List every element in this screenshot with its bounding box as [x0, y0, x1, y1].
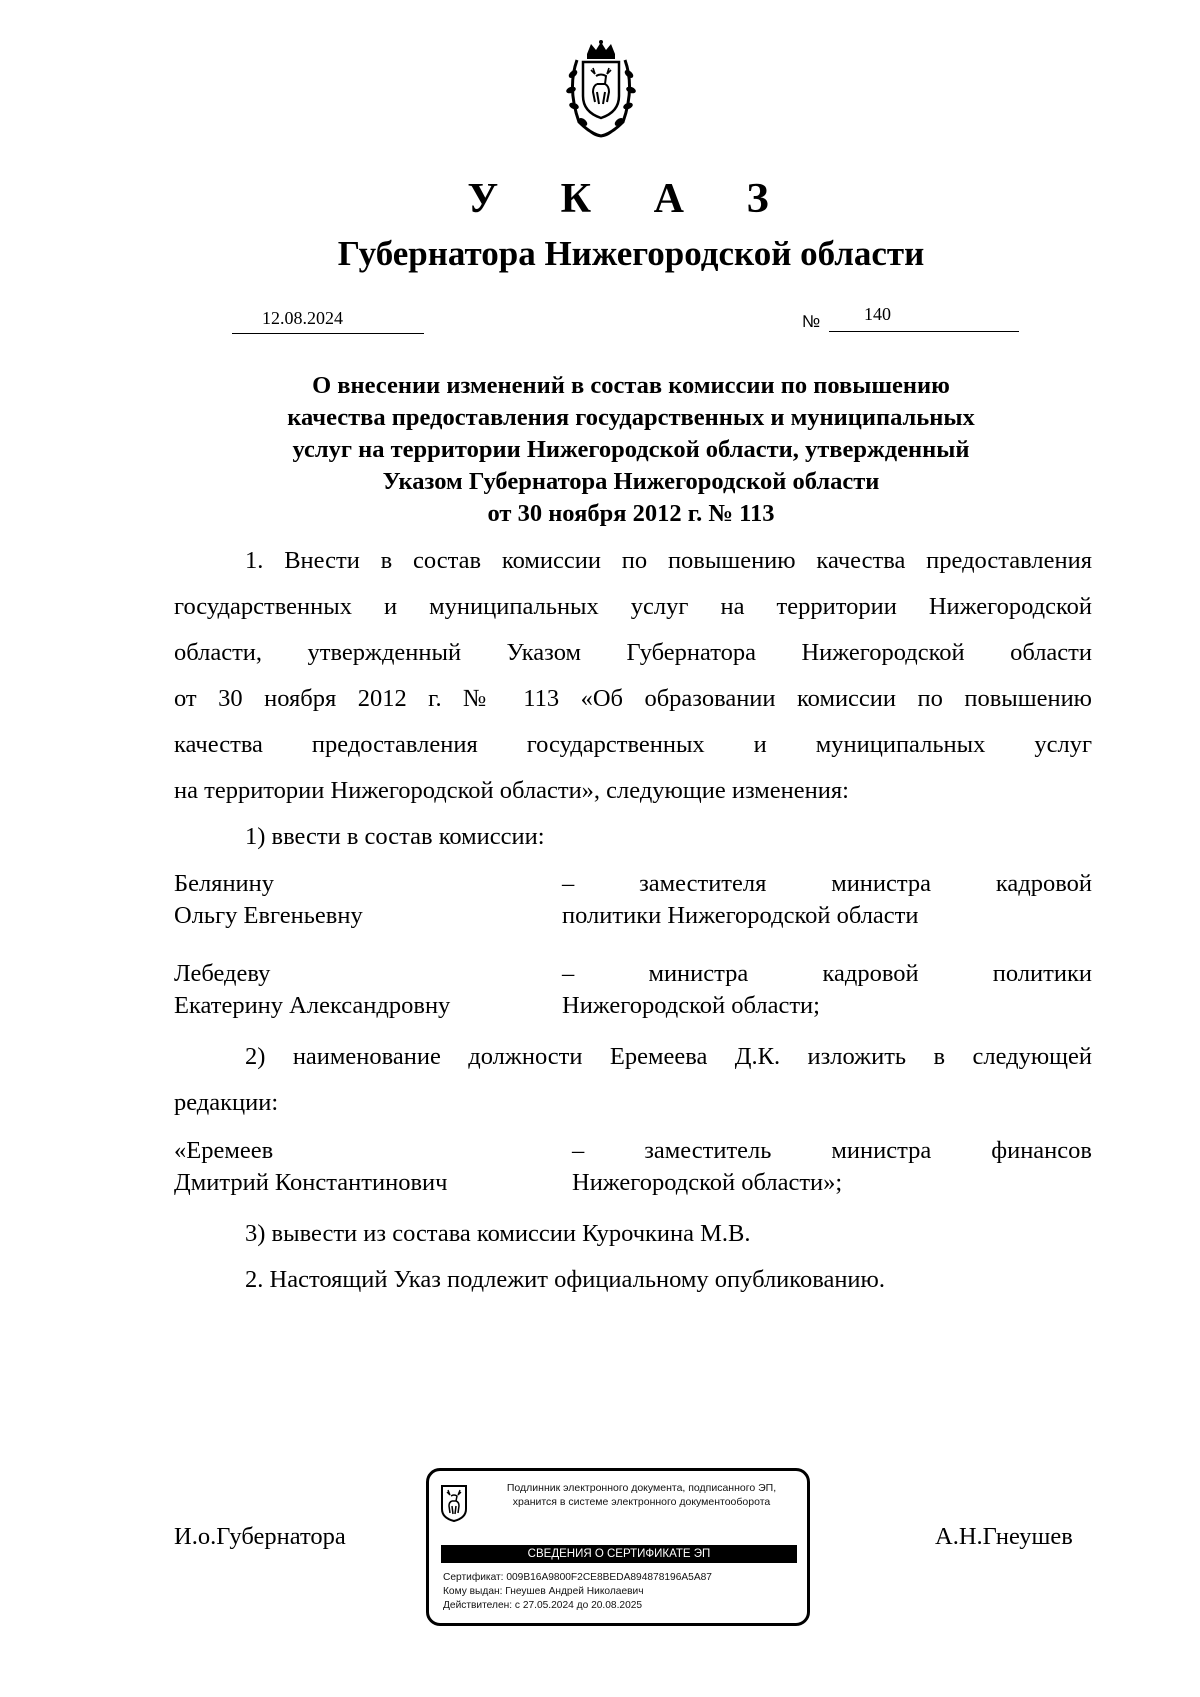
stamp-certificate: Сертификат: 009B16A9800F2CE8BEDA894878196A5A87 — [443, 1572, 712, 1583]
stamp-certificate-bar: СВЕДЕНИЯ О СЕРТИФИКАТЕ ЭП — [441, 1545, 797, 1563]
item-1: 1) ввести в состав комиссии: — [245, 823, 545, 850]
subject-line: от 30 ноября 2012 г. № 113 — [487, 500, 775, 527]
signature-name: А.Н.Гнеушев — [935, 1523, 1073, 1550]
paragraph-1-line: области, утвержденный Указом Губернатора Нижегородской области — [174, 639, 1092, 666]
item-2-line: редакции: — [174, 1089, 279, 1116]
stamp-valid: Действителен: с 27.05.2024 до 20.08.2025 — [443, 1600, 643, 1611]
member-name: Белянину Ольгу Евгеньевну — [174, 870, 363, 929]
number-field — [829, 303, 1019, 332]
stamp-header: Подлинник электронного документа, подписанного ЭП, хранится в системе электронного документооборота — [506, 1482, 777, 1508]
member-role: – министра кадровой политики Нижегородской области; — [562, 960, 1092, 1019]
stamp-issued-to: Кому выдан: Гнеушев Андрей Николаевич — [443, 1586, 644, 1597]
paragraph-1-line: на территории Нижегородской области», следующие изменения: — [174, 777, 849, 804]
date-field — [232, 306, 424, 334]
paragraph-1-line: от 30 ноября 2012 г. № 113 «Об образовании комиссии по повышению — [174, 685, 1092, 712]
number-sign: № — [802, 312, 821, 331]
subject-line: Указом Губернатора Нижегородской области — [382, 468, 880, 495]
document-title: У К А З — [467, 176, 795, 222]
deer-emblem-icon — [439, 1483, 469, 1523]
member-role: – заместителя министра кадровой политики Нижегородской области — [562, 870, 1092, 929]
subject-line: услуг на территории Нижегородской области, утвержденный — [292, 436, 970, 463]
member-name: «Еремеев Дмитрий Константинович — [174, 1137, 448, 1196]
paragraph-1-line: качества предоставления государственных и муниципальных услуг — [174, 731, 1092, 758]
date-value: 12.08.2024 — [262, 308, 343, 328]
paragraph-2: 2. Настоящий Указ подлежит официальному опубликованию. — [245, 1266, 885, 1293]
coat-of-arms-emblem — [563, 40, 639, 140]
member-role: – заместитель министра финансов Нижегородской области»; — [572, 1137, 1092, 1196]
item-3: 3) вывести из состава комиссии Курочкина М.В. — [245, 1220, 751, 1247]
document-subtitle: Губернатора Нижегородской области — [337, 234, 925, 273]
document-subject — [150, 370, 1112, 530]
electronic-signature-stamp — [426, 1468, 810, 1626]
paragraph-1-line: 1. Внести в состав комиссии по повышению качества предоставления — [245, 547, 1092, 574]
signature-position: И.о.Губернатора — [174, 1523, 346, 1550]
subject-line: качества предоставления государственных и муниципальных — [287, 404, 975, 431]
item-2-line: 2) наименование должности Еремеева Д.К. изложить в следующей — [245, 1043, 1092, 1070]
number-value: 140 — [864, 304, 891, 324]
subject-line: О внесении изменений в состав комиссии по повышению — [312, 372, 950, 399]
member-name: Лебедеву Екатерину Александровну — [174, 960, 451, 1019]
paragraph-1-line: государственных и муниципальных услуг на территории Нижегородской — [174, 593, 1092, 620]
stamp-details — [443, 1571, 712, 1613]
